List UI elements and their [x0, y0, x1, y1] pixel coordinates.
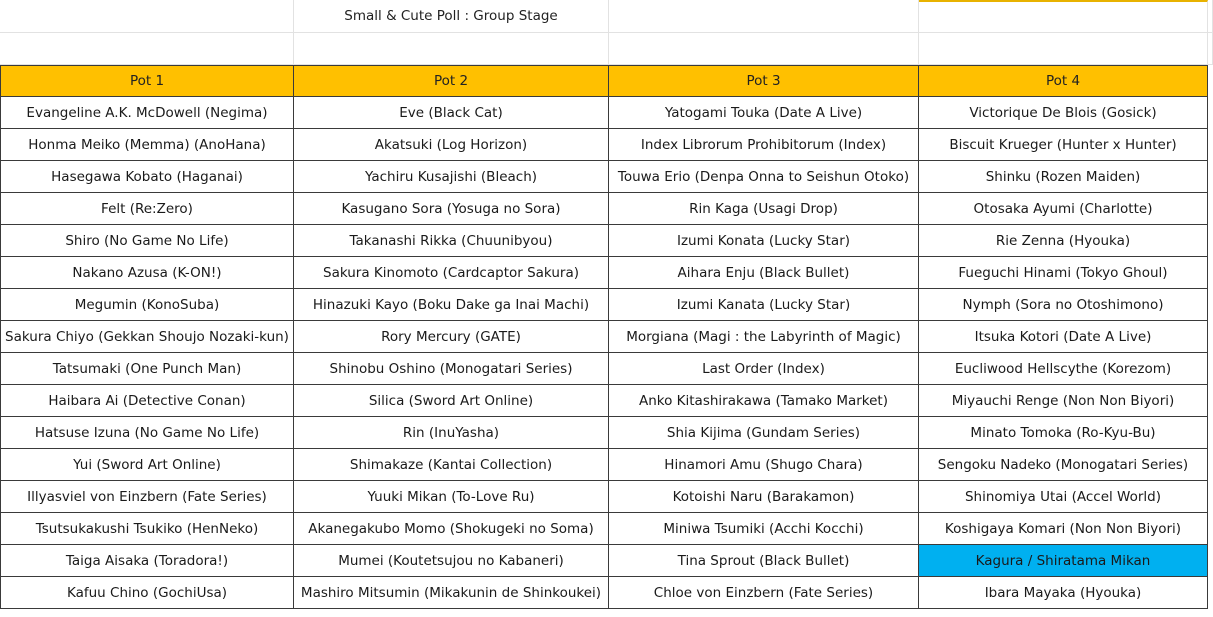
table-cell[interactable]: Rin (InuYasha) [294, 417, 609, 449]
table-cell[interactable]: Ibara Mayaka (Hyouka) [919, 577, 1208, 609]
table-row [0, 321, 1213, 353]
cell-d2[interactable] [919, 33, 1208, 65]
blank-row [0, 33, 1213, 65]
table-cell[interactable]: Takanashi Rikka (Chuunibyou) [294, 225, 609, 257]
table-row [0, 513, 1213, 545]
table-cell[interactable]: Akatsuki (Log Horizon) [294, 129, 609, 161]
table-cell[interactable]: Kafuu Chino (GochiUsa) [0, 577, 294, 609]
table-cell[interactable]: Izumi Konata (Lucky Star) [609, 225, 919, 257]
cell-a1[interactable] [0, 0, 294, 33]
table-cell[interactable]: Honma Meiko (Memma) (AnoHana) [0, 129, 294, 161]
cell-c2[interactable] [609, 33, 919, 65]
table-cell[interactable]: Koshigaya Komari (Non Non Biyori) [919, 513, 1208, 545]
table-row [0, 225, 1213, 257]
table-cell[interactable]: Mumei (Koutetsujou no Kabaneri) [294, 545, 609, 577]
cell-a2[interactable] [0, 33, 294, 65]
table-cell[interactable]: Shiro (No Game No Life) [0, 225, 294, 257]
table-cell[interactable]: Sengoku Nadeko (Monogatari Series) [919, 449, 1208, 481]
table-cell[interactable]: Sakura Chiyo (Gekkan Shoujo Nozaki-kun) [0, 321, 294, 353]
sheet-title: Small & Cute Poll : Group Stage [344, 8, 558, 24]
table-cell[interactable]: Sakura Kinomoto (Cardcaptor Sakura) [294, 257, 609, 289]
cell-e1[interactable] [1208, 0, 1213, 33]
table-cell[interactable]: Index Librorum Prohibitorum (Index) [609, 129, 919, 161]
table-cell[interactable]: Izumi Kanata (Lucky Star) [609, 289, 919, 321]
cell-c1[interactable] [609, 0, 919, 33]
table-cell[interactable]: Rory Mercury (GATE) [294, 321, 609, 353]
table-row [0, 289, 1213, 321]
table-cell[interactable]: Akanegakubo Momo (Shokugeki no Soma) [294, 513, 609, 545]
table-cell[interactable]: Megumin (KonoSuba) [0, 289, 294, 321]
table-row [0, 577, 1213, 609]
cell-b1[interactable] [294, 0, 609, 33]
table-cell[interactable]: Tsutsukakushi Tsukiko (HenNeko) [0, 513, 294, 545]
table-cell[interactable]: Hatsuse Izuna (No Game No Life) [0, 417, 294, 449]
table-cell[interactable]: Kotoishi Naru (Barakamon) [609, 481, 919, 513]
table-row [0, 353, 1213, 385]
table-cell[interactable]: Miyauchi Renge (Non Non Biyori) [919, 385, 1208, 417]
table-row [0, 193, 1213, 225]
cell-e2[interactable] [1208, 33, 1213, 65]
table-cell[interactable]: Morgiana (Magi : the Labyrinth of Magic) [609, 321, 919, 353]
table-row [0, 97, 1213, 129]
table-cell[interactable]: Touwa Erio (Denpa Onna to Seishun Otoko) [609, 161, 919, 193]
header-pot-2[interactable]: Pot 2 [294, 65, 609, 97]
table-cell[interactable]: Itsuka Kotori (Date A Live) [919, 321, 1208, 353]
table-cell[interactable]: Eve (Black Cat) [294, 97, 609, 129]
table-cell[interactable]: Last Order (Index) [609, 353, 919, 385]
table-cell[interactable]: Aihara Enju (Black Bullet) [609, 257, 919, 289]
table-cell[interactable]: Hinazuki Kayo (Boku Dake ga Inai Machi) [294, 289, 609, 321]
title-row [0, 0, 1213, 33]
table-cell[interactable]: Rin Kaga (Usagi Drop) [609, 193, 919, 225]
table-cell-highlighted[interactable]: Kagura / Shiratama Mikan [919, 545, 1208, 577]
table-cell[interactable]: Rie Zenna (Hyouka) [919, 225, 1208, 257]
table-cell[interactable]: Nymph (Sora no Otoshimono) [919, 289, 1208, 321]
table-row [0, 545, 1213, 577]
table-cell[interactable]: Shinobu Oshino (Monogatari Series) [294, 353, 609, 385]
table-cell[interactable]: Minato Tomoka (Ro-Kyu-Bu) [919, 417, 1208, 449]
table-cell[interactable]: Yatogami Touka (Date A Live) [609, 97, 919, 129]
table-cell[interactable]: Shimakaze (Kantai Collection) [294, 449, 609, 481]
table-cell[interactable]: Fueguchi Hinami (Tokyo Ghoul) [919, 257, 1208, 289]
table-row [0, 129, 1213, 161]
table-cell[interactable]: Taiga Aisaka (Toradora!) [0, 545, 294, 577]
table-cell[interactable]: Evangeline A.K. McDowell (Negima) [0, 97, 294, 129]
table-cell[interactable]: Felt (Re:Zero) [0, 193, 294, 225]
cell-b2[interactable] [294, 33, 609, 65]
table-cell[interactable]: Eucliwood Hellscythe (Korezom) [919, 353, 1208, 385]
table-cell[interactable]: Hinamori Amu (Shugo Chara) [609, 449, 919, 481]
table-cell[interactable]: Haibara Ai (Detective Conan) [0, 385, 294, 417]
table-cell[interactable]: Shinomiya Utai (Accel World) [919, 481, 1208, 513]
table-row [0, 385, 1213, 417]
header-pot-3[interactable]: Pot 3 [609, 65, 919, 97]
table-cell[interactable]: Anko Kitashirakawa (Tamako Market) [609, 385, 919, 417]
table-cell[interactable]: Illyasviel von Einzbern (Fate Series) [0, 481, 294, 513]
table-row [0, 481, 1213, 513]
table-cell[interactable]: Yui (Sword Art Online) [0, 449, 294, 481]
table-cell[interactable]: Shinku (Rozen Maiden) [919, 161, 1208, 193]
table-row [0, 449, 1213, 481]
cell-d1-selected[interactable] [919, 0, 1208, 33]
table-cell[interactable]: Nakano Azusa (K-ON!) [0, 257, 294, 289]
table-row [0, 257, 1213, 289]
table-cell[interactable]: Yachiru Kusajishi (Bleach) [294, 161, 609, 193]
table-cell[interactable]: Silica (Sword Art Online) [294, 385, 609, 417]
table-cell[interactable]: Hasegawa Kobato (Haganai) [0, 161, 294, 193]
table-cell[interactable]: Shia Kijima (Gundam Series) [609, 417, 919, 449]
header-pot-1[interactable]: Pot 1 [0, 65, 294, 97]
header-pot-4[interactable]: Pot 4 [919, 65, 1208, 97]
table-cell[interactable]: Biscuit Krueger (Hunter x Hunter) [919, 129, 1208, 161]
table-cell[interactable]: Tatsumaki (One Punch Man) [0, 353, 294, 385]
table-cell[interactable]: Miniwa Tsumiki (Acchi Kocchi) [609, 513, 919, 545]
table-row [0, 417, 1213, 449]
header-row [0, 65, 1213, 97]
table-cell[interactable]: Chloe von Einzbern (Fate Series) [609, 577, 919, 609]
table-cell[interactable]: Kasugano Sora (Yosuga no Sora) [294, 193, 609, 225]
table-cell[interactable]: Tina Sprout (Black Bullet) [609, 545, 919, 577]
table-cell[interactable]: Otosaka Ayumi (Charlotte) [919, 193, 1208, 225]
table-cell[interactable]: Yuuki Mikan (To-Love Ru) [294, 481, 609, 513]
table-cell[interactable]: Mashiro Mitsumin (Mikakunin de Shinkoukei) [294, 577, 609, 609]
table-cell[interactable]: Victorique De Blois (Gosick) [919, 97, 1208, 129]
table-row [0, 161, 1213, 193]
